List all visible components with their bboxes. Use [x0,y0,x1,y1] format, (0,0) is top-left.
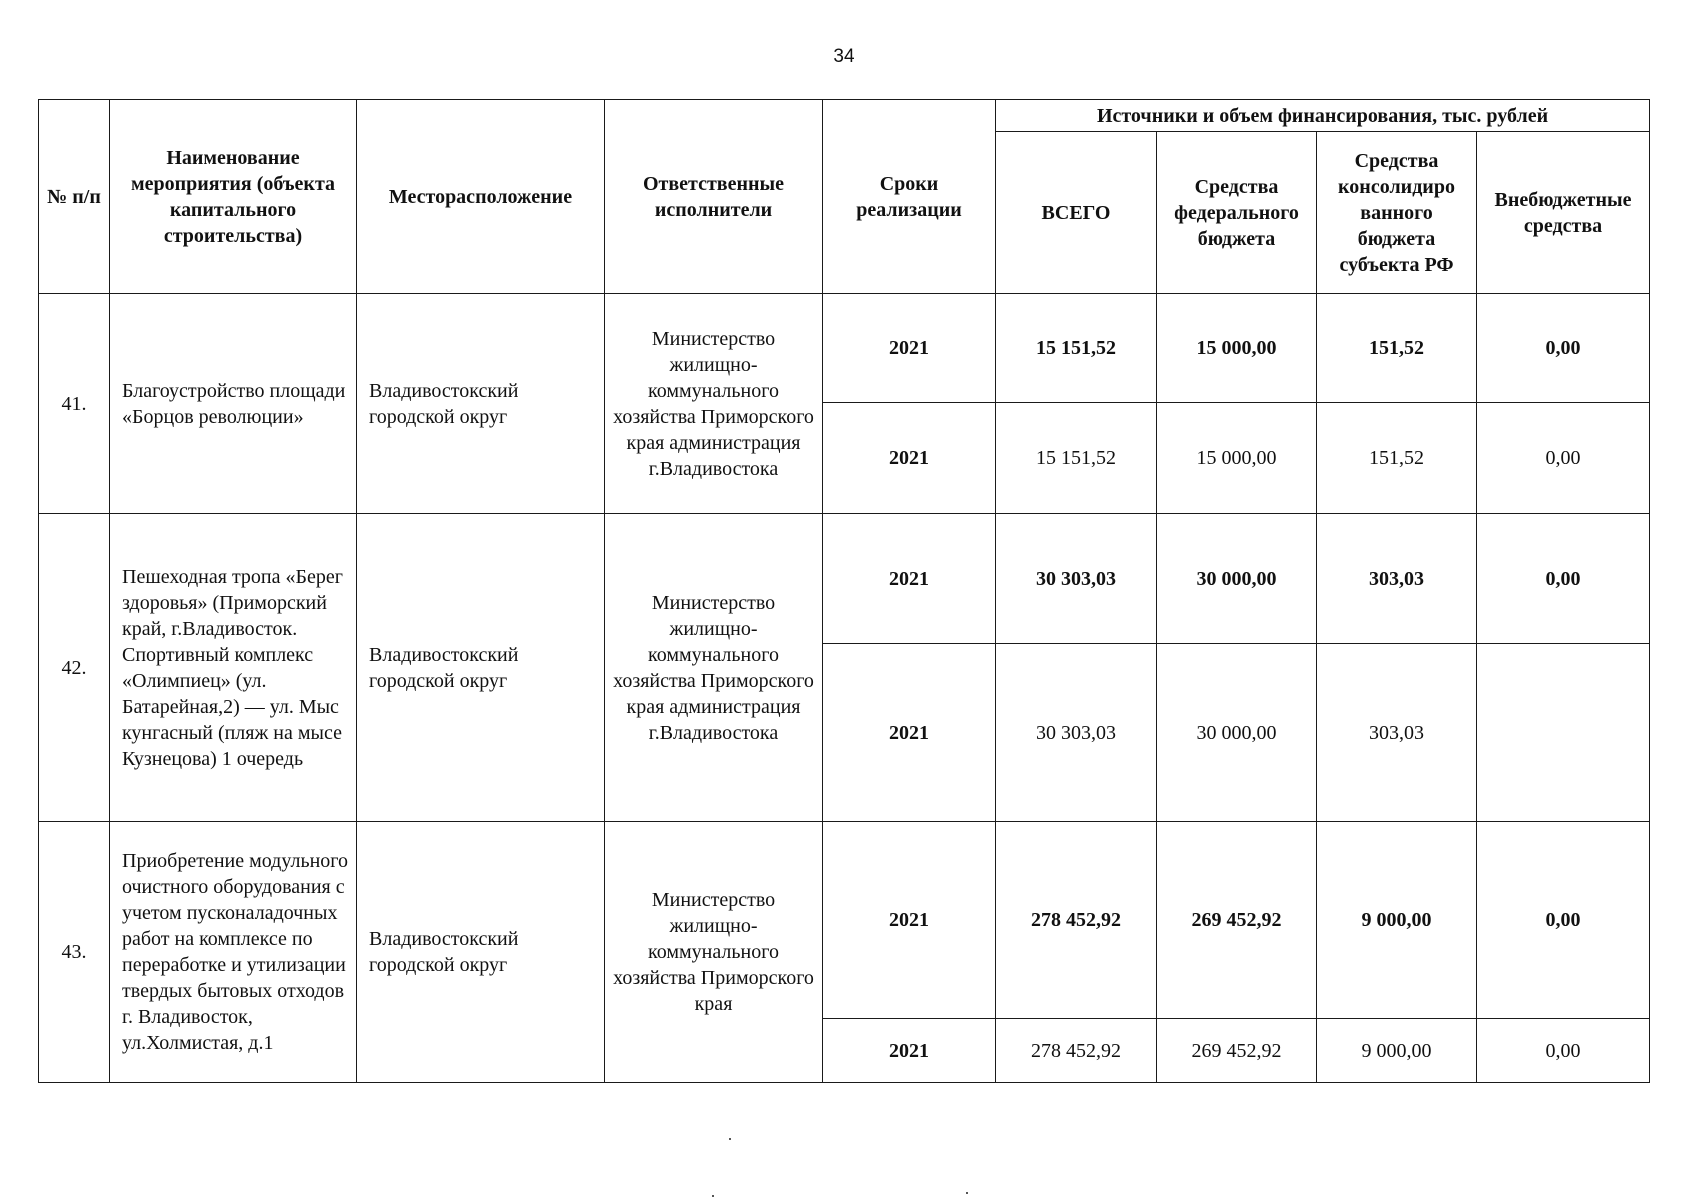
cell-extra: 0,00 [1477,822,1650,1019]
cell-year: 2021 [823,403,996,514]
cell-total: 30 303,03 [996,644,1157,822]
page-number: 34 [833,46,855,67]
cell-total: 278 452,92 [996,822,1157,1019]
row-number: 43. [39,822,110,1083]
table-row [39,822,1650,1019]
row-number: 41. [39,294,110,514]
cell-regional: 303,03 [1317,514,1477,644]
scan-speck [712,1195,714,1197]
row-executors: Министерство жилищно-коммунального хозяйства Приморского края администрация г.Владивостока [605,294,823,514]
header-federal: Средства федерального бюджета [1157,132,1317,294]
cell-federal: 15 000,00 [1157,294,1317,403]
cell-extra: 0,00 [1477,294,1650,403]
cell-year: 2021 [823,644,996,822]
cell-total: 30 303,03 [996,514,1157,644]
row-location: Владивостокский городской округ [357,514,605,822]
cell-federal: 30 000,00 [1157,514,1317,644]
header-terms: Сроки реализации [823,100,996,294]
cell-regional: 303,03 [1317,644,1477,822]
cell-extra: 0,00 [1477,514,1650,644]
financing-table [38,99,1650,1083]
header-location: Месторасположение [357,100,605,294]
cell-extra [1477,644,1650,822]
row-name: Приобретение модульного очистного оборудования с учетом пусконаладочных работ на комплексе по переработке и утилизации твердых бытовых отходов г. Владивосток, ул.Холмистая, д.1 [110,822,357,1083]
scan-speck [966,1192,968,1194]
cell-year: 2021 [823,294,996,403]
header-extra: Внебюджетные средства [1477,132,1650,294]
row-executors: Министерство жилищно-коммунального хозяйства Приморского края администрация г.Владивостока [605,514,823,822]
cell-year: 2021 [823,1019,996,1083]
cell-total: 278 452,92 [996,1019,1157,1083]
cell-extra: 0,00 [1477,403,1650,514]
header-row-1 [39,100,1650,132]
header-sources: Источники и объем финансирования, тыс. рублей [996,100,1650,132]
header-name: Наименование мероприятия (объекта капитального строительства) [110,100,357,294]
row-number: 42. [39,514,110,822]
cell-total: 15 151,52 [996,403,1157,514]
table-row [39,294,1650,403]
cell-year: 2021 [823,514,996,644]
row-name: Пешеходная тропа «Берег здоровья» (Приморский край, г.Владивосток. Спортивный комплекс «Олимпиец» (ул. Батарейная,2) — ул. Мыс кунгасный (пляж на мысе Кузнецова) 1 очередь [110,514,357,822]
row-name: Благоустройство площади «Борцов революции» [110,294,357,514]
row-location: Владивостокский городской округ [357,822,605,1083]
header-num: № п/п [39,100,110,294]
header-regional: Средства консолидиро ванного бюджета субъекта РФ [1317,132,1477,294]
cell-extra: 0,00 [1477,1019,1650,1083]
cell-regional: 9 000,00 [1317,1019,1477,1083]
scan-speck [729,1138,731,1140]
cell-federal: 30 000,00 [1157,644,1317,822]
header-executors: Ответственные исполнители [605,100,823,294]
cell-federal: 269 452,92 [1157,1019,1317,1083]
row-location: Владивостокский городской округ [357,294,605,514]
cell-federal: 269 452,92 [1157,822,1317,1019]
row-executors: Министерство жилищно-коммунального хозяйства Приморского края [605,822,823,1083]
header-total: ВСЕГО [996,132,1157,294]
cell-year: 2021 [823,822,996,1019]
table-row [39,514,1650,644]
cell-federal: 15 000,00 [1157,403,1317,514]
cell-regional: 151,52 [1317,294,1477,403]
cell-regional: 151,52 [1317,403,1477,514]
cell-total: 15 151,52 [996,294,1157,403]
cell-regional: 9 000,00 [1317,822,1477,1019]
